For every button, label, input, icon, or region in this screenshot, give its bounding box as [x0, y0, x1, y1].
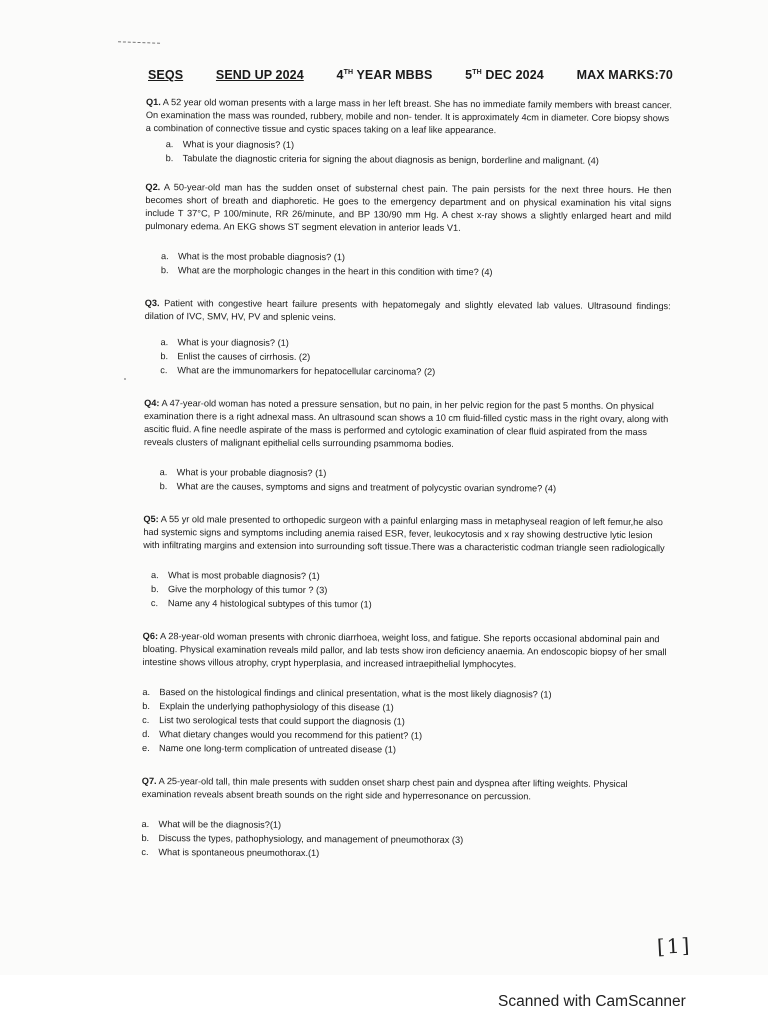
question-5 [143, 513, 670, 613]
question-stem: A 25-year-old tall, thin male presents with sudden onset sharp chest pain and dyspnea after lifting weights. Physical examination reveals absent breath sounds on the right side and hyperresonance on percussion. [141, 776, 628, 802]
exam-header [148, 68, 673, 82]
question-label: Q2. [145, 181, 161, 193]
question-2 [145, 181, 672, 280]
sub-question: b. Enlist the causes of cirrhosis. (2) [160, 351, 311, 363]
sub-questions [144, 465, 670, 496]
sub-questions [141, 817, 667, 862]
ink-speck [124, 378, 126, 380]
question-label: Q3. [144, 297, 160, 309]
sub-question: a. What will be the diagnosis?(1) [141, 818, 282, 830]
sub-questions [146, 137, 672, 168]
max-marks: MAX MARKS:70 [576, 68, 673, 82]
sub-question: a. What is the most probable diagnosis? (1) [160, 251, 346, 263]
question-stem: A 50-year-old man has the sudden onset of substernal chest pain. The pain persists for the next three hours. He then becomes short of breath and diaphoretic. He goes to the emergency department and on physical examination his vital signs include T 37°C, P 100/minute, RR 26/minute, and BP 130/90 mm Hg. A chest x-ray shows a slightly enlarged heart and mild pulmonary edema. An EKG shows ST segment elevation in anterior leads V1. [145, 182, 672, 233]
question-stem: A 55 yr old male presented to orthopedic surgeon with a painful enlarging mass in metaphyseal reagion of left femur,he also had systemic signs and symptoms including anemia raised ESR, fever, leukocytosis and x ray showing destructive lytic lesion with infiltrating margins and extension into surrounding soft tissue.There was a characteristic codman triangle seen radiologically [143, 514, 665, 554]
year-label: 4TH YEAR MBBS [336, 68, 433, 82]
question-4 [144, 397, 671, 496]
exam-type: SEQS [148, 68, 184, 82]
sub-questions [144, 335, 670, 380]
sub-question: a. Based on the histological findings and clinical presentation, what is the most likely diagnosis? (1) [142, 686, 552, 700]
sub-questions [145, 249, 671, 280]
sub-question: d. What dietary changes would you recommend for this patient? (1) [142, 728, 423, 741]
sub-question: b. What are the morphologic changes in the heart in this condition with time? (4) [160, 265, 493, 278]
sub-questions [143, 568, 669, 613]
sub-questions [142, 685, 668, 758]
pen-mark [118, 41, 160, 45]
sub-question: a. What is most probable diagnosis? (1) [151, 570, 320, 582]
questions [141, 96, 672, 862]
question-label: Q7. [141, 775, 157, 787]
sub-question: c. List two serological tests that could support the diagnosis (1) [142, 714, 405, 727]
sub-question: a. What is your probable diagnosis? (1) [159, 467, 327, 479]
question-label: Q6: [142, 630, 159, 642]
sub-question: b. Explain the underlying pathophysiology of this disease (1) [142, 700, 394, 713]
sub-question: c. Name any 4 histological subtypes of this tumor (1) [150, 598, 372, 610]
question-7 [141, 775, 668, 862]
sub-question: a. What is your diagnosis? (1) [160, 337, 289, 348]
sub-question: e. Name one long-term complication of untreated disease (1) [141, 742, 397, 755]
question-stem: A 28-year-old woman presents with chronic diarrhoea, weight loss, and fatigue. She reports occasional abdominal pain and bloating. Physical examination reveals mild pallor, and lab tests show iron deficiency anaemia. An endoscopic biopsy of her small intestine shows villous atrophy, crypt hyperplasia, and increased intraepithelial lymphocytes. [142, 631, 667, 670]
question-stem: Patient with congestive heart failure presents with hepatomegaly and slightly elevated lab values. Ultrasound findings: dilation of IVC, SMV, HV, PV and splenic veins. [144, 298, 671, 323]
send-up-title: SEND UP 2024 [215, 68, 304, 82]
sub-question: b. Discuss the types, pathophysiology, and management of pneumothorax (3) [141, 832, 464, 845]
exam-date: 5TH DEC 2024 [465, 68, 544, 82]
question-1 [146, 96, 672, 168]
sub-question: b. Tabulate the diagnostic criteria for signing the about diagnosis as benign, borderline and malignant. (4) [165, 153, 599, 166]
question-label: Q5: [143, 513, 159, 525]
question-label: Q4: [144, 397, 160, 409]
scanner-watermark: Scanned with CamScanner [498, 993, 686, 1010]
sub-question: a. What is your diagnosis? (1) [165, 139, 295, 150]
question-6 [142, 630, 669, 758]
question-label: Q1. [145, 96, 161, 108]
sub-question: c. What is spontaneous pneumothorax.(1) [141, 846, 320, 859]
sub-question: c. What are the immunomarkers for hepatocellular carcinoma? (2) [160, 365, 436, 377]
question-3 [144, 297, 670, 380]
sub-question: b. Give the morphology of this tumor ? (3) [150, 584, 328, 596]
sub-question: b. What are the causes, symptoms and signs and treatment of polycystic ovarian syndrome? (4) [159, 481, 557, 494]
page-number: [1] [656, 933, 692, 959]
question-stem: A 47-year-old woman has noted a pressure sensation, but no pain, in her pelvic region for the past 5 months. On physical examination there is a right adnexal mass. An ultrasound scan shows a 10 cm fluid-filled cystic mass in the right ovary, along with ascitic fluid. A fine needle aspirate of the mass is performed and cytologic examination of clear fluid aspirated from the mass reveals clusters of malignant epithelial cells surrounding psammoma bodies. [143, 398, 669, 449]
question-stem: A 52 year old woman presents with a large mass in her left breast. She has no immediate family members with breast cancer. On examination the mass was rounded, rubbery, mobile and non- tender. It is approximately 4cm in diameter. Core biopsy shows a combination of connective tissue and cystic spaces taking on a leaf like appearance. [145, 97, 672, 136]
